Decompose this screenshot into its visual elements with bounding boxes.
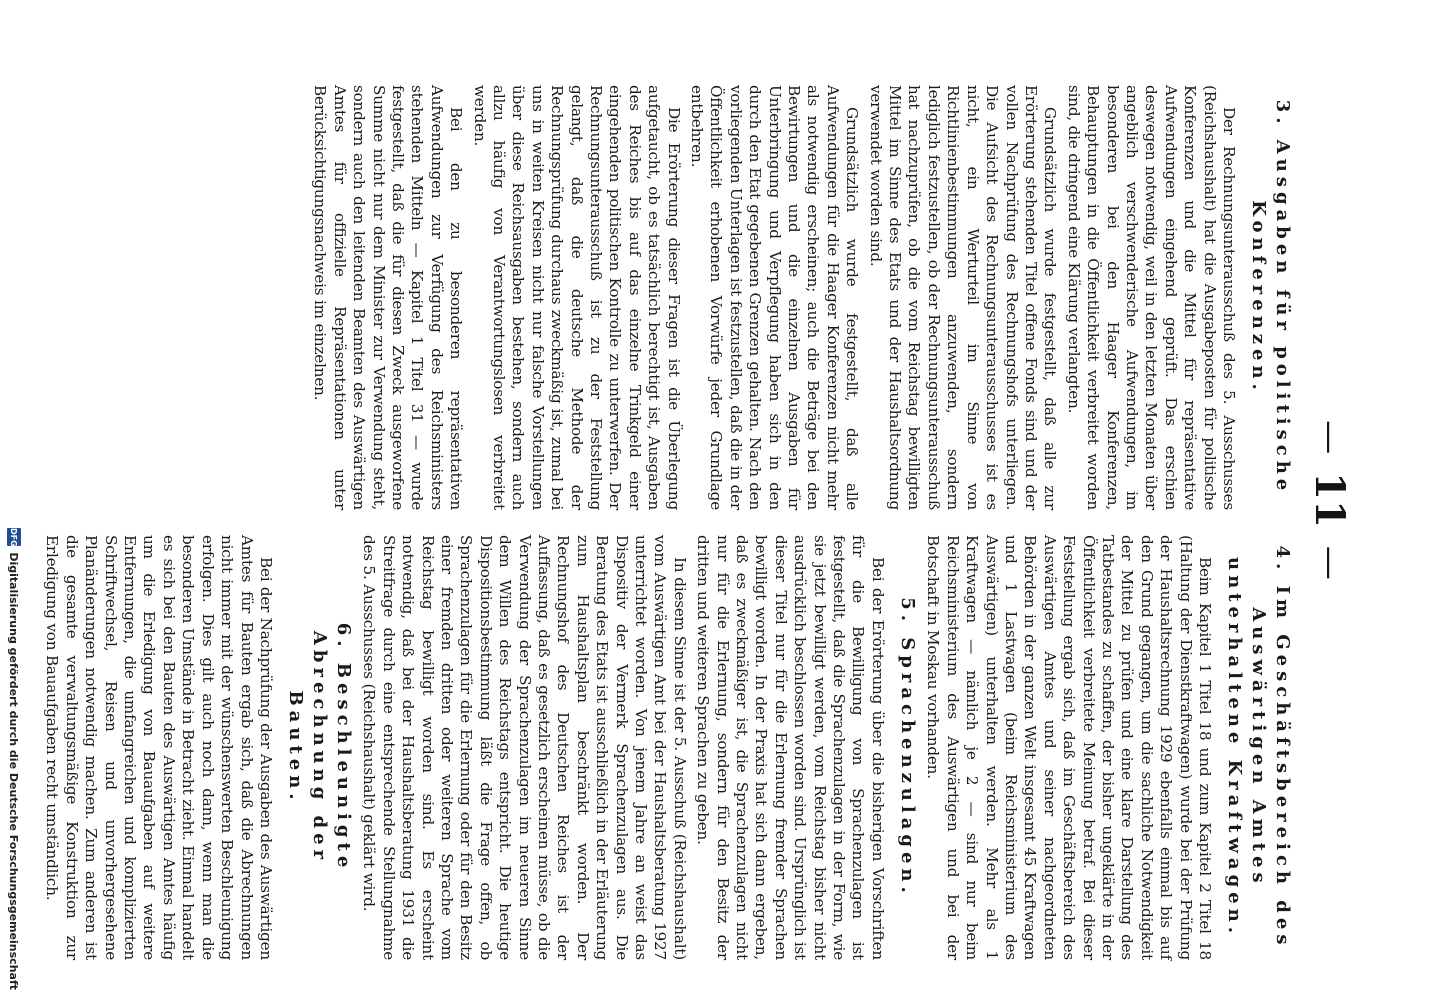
section-6-heading — [283, 535, 355, 960]
section-3-paragraph-5: Bei den zu besonderen repräsentativen Aufwendungen zur Verfügung des Reichsministers stehenden Mitteln — Kapitel 1 Titel 31 — wurde festgestellt, daß die für diesen Zweck ausgeworfene Summe nicht nur dem Minister zur Verwendung steht, sondern auch den leitenden Beamten des Auswärtigen Amtes für offizielle Repräsentationen unter Berücksichtigungsnachweis im einzelnen. — [311, 85, 466, 510]
section-4-heading — [1222, 535, 1294, 960]
digitization-notice-text: Digitalisierung gefördert durch die Deutsche Forschungsgemeinschaft — [7, 552, 21, 990]
section-4-heading-line-1: 4. Im Geschäftsbereich des Auswärtigen Amtes unterhaltene Kraftwagen. — [1224, 545, 1293, 950]
section-3-heading — [1246, 85, 1294, 510]
section-3-paragraph-1: Der Rechnungsunterausschuß des 5. Ausschusses (Reichshaushalt) hat die Ausgabeposten für politische Konferenzen und die Mittel für repräsentative Aufwendungen eingehend geprüft. Das erschien deswegen notwendig, weil in den letzten Monaten über angeblich verschwenderische Aufwendungen, im besonderen bei den Haager Konferenzen, Behauptungen in die Öffentlichkeit verbreitet worden sind, die dringend eine Klärung verlangten. — [1064, 85, 1238, 510]
page-number-dash-right: — — [1310, 545, 1350, 580]
section-3-paragraph-4: Die Erörterung dieser Fragen ist die Überlegung aufgetaucht, ob es tatsächlich berechtigt ist, Ausgaben des Reiches bis auf das einzelne Trinkgeld einer eingehenden politischen Kontrolle zu unterwerfen. Der Rechnungsunterausschuß ist zu der Feststellung gelangt, daß die deutsche Methode der Rechnungsprüfung durchaus zweckmäßig ist, zumal bei uns in weiten Kreisen nicht nur falsche Vorstellungen über diese Reichsausgaben bestehen, sondern auch allzu häufig von Verantwortungslosen verbreitet werden. — [470, 85, 683, 510]
digitization-notice — [4, 0, 24, 1000]
page-number-row — [1306, 0, 1354, 1000]
section-5-paragraph-2: In diesem Sinne ist der 5. Ausschuß (Reichshaushalt) vom Auswärtigen Amt bei der Haushaltsberatung 1927 unterrichtet worden. Von jenem Jahre an weist das Dispositiv der Vermerk Sprachenzulagen aus. Die Beratung des Etats ist ausschließlich in der Erläuterung zum Haushaltsplan beschränkt worden. Der Rechnungshof des Deutschen Reiches ist der Auffassung, daß es gesetzlich erscheinen müsse, ob die Verwendung der Sprachenzulagen im neueren Sinne dem Willen des Reichstags entspricht. Die heutige Dispositionsbestimmung läßt die Frage offen, ob Sprachenzulagen für die Erlernung oder für den Besitz einer fremden dritten oder weiteren Sprache vom Reichstag bewilligt worden sind. Es erscheint notwendig, daß bei der Haushaltsberatung 1931 die Streitfrage durch eine entsprechende Stellungnahme des 5. Ausschusses (Reichshaushalt) geklärt wird. — [360, 535, 689, 960]
section-3-paragraph-3: Grundsätzlich wurde festgestellt, daß alle Aufwendungen für die Haager Konferenzen nicht mehr als notwendig erscheinen; auch die Beträge bei den Bewirtungen und die einzelnen Ausgaben für Unterbringung und Verpflegung haben sich in den durch den Etat gegebenen Grenzen gehalten. Nach den vorliegenden Unterlagen ist festzustellen, daß die in der Öffentlichkeit erhobenen Vorwürfe jeder Grundlage entbehren. — [688, 85, 862, 510]
section-6-heading-line-1: 6. Beschleunigte Abrechnung der — [308, 622, 354, 873]
section-5-paragraph-1: Bei der Erörterung über die bisherigen Vorschriften für die Bewilligung von Sprachenzulagen ist festgestellt, daß die Sprachenzulagen in der Form, wie sie jetzt bewilligt werden, vom Reichstag bisher nicht ausdrücklich beschlossen worden sind. Ursprünglich ist dieser Titel nur für die Erlernung fremder Sprachen bewilligt worden. In der Praxis hat sich dann ergeben, daß es zweckmäßiger ist, die Sprachenzulagen nicht nur für die Erlernung, sondern für den Besitz der dritten und weiteren Sprachen zu geben. — [694, 535, 887, 960]
section-4-paragraph-1: Beim Kapitel 1 Titel 18 und zum Kapitel 2 Titel 18 (Haltung der Dienstkraftwagen) wurde bei der Prüfung der Haushaltsrechnung 1929 ebenfalls einmal bis auf den Grund gegangen, um die sachliche Notwendigkeit der Mittel zu prüfen und eine klare Darstellung des Tatbestandes zu schaffen, der bisher ungeklärte in der Öffentlichkeit verbreitete Meinung betraf. Bei dieser Feststellung ergab sich, daß im Geschäftsbereich des Auswärtigen Amtes und seiner nachgeordneten Behörden in der ganzen Welt insgesamt 45 Kraftwagen und 1 Lastwagen (beim Reichsministerium des Auswärtigen) unterhalten werden. Mehr als 1 Kraftwagen — nämlich je 2 — sind nur beim Reichsministerium des Auswärtigen und bei der Botschaft in Moskau vorhanden. — [924, 535, 1214, 960]
section-3-heading-line-2: Konferenzen. — [1248, 200, 1269, 395]
dfg-logo: DFG — [7, 528, 21, 546]
left-column — [144, 85, 1294, 510]
page-number: 11 — [1306, 472, 1354, 528]
section-5-heading-line-1: 5. Sprachenzulagen. — [896, 597, 918, 898]
section-6-paragraph-1: Bei der Nachprüfung der Ausgaben des Auswärtigen Amtes für Bauten ergab sich, daß die Abrechnungen nicht immer mit der wünschenswerten Beschleunigung erfolgen. Dies gilt auch noch dann, wenn man die besonderen Umstände in Betracht zieht. Einmal handelt es sich bei den Bauten des Auswärtigen Amtes häufig um die Erledigung von Bauaufgaben auf weitere Entfernungen, die umfangreichen und komplizierten Schriftwechsel, Reisen und unvorhergesehene Planänderungen notwendig machen. Zum anderen ist die gesamte verwaltungsmäßige Konstruktion zur Erledigung von Bauaufgaben recht umständlich. — [43, 535, 275, 960]
section-3-paragraph-2: Grundsätzlich wurde festgestellt, daß alle zur Erörterung stehenden Titel offene Fonds sind und der vollen Nachprüfung des Rechnungshofs unterliegen. Die Aufsicht des Rechnungsunterausschusses ist es nicht, ein Werturteil im Sinne von Richtlinienbestimmungen anzuwenden, sondern lediglich festzustellen, ob der Rechnungsunterausschuß hat nachzuprüfen, ob die vom Reichstag bewilligten Mittel im Sinne des Etats und der Haushaltsordnung verwendet worden sind. — [866, 85, 1060, 510]
section-6-heading-line-2: Bauten. — [284, 690, 306, 805]
section-3-heading-line-1: 3. Ausgaben für politische — [1272, 99, 1293, 496]
page-number-dash-left: — — [1310, 420, 1350, 455]
right-column-sections-4-6 — [43, 535, 1294, 960]
section-5-heading — [895, 535, 919, 960]
